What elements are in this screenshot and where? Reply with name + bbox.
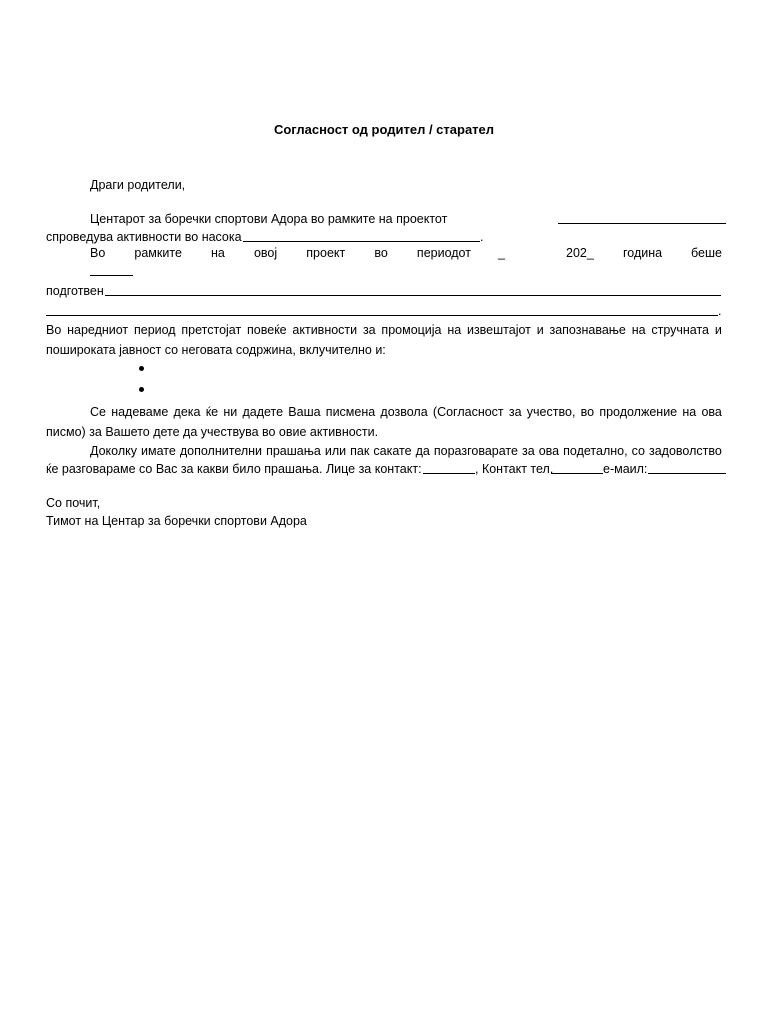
p3-word: и bbox=[714, 323, 722, 337]
p2-word: рамките bbox=[134, 246, 182, 260]
project-name-blank[interactable] bbox=[558, 223, 726, 224]
p5-word: поразговарате bbox=[433, 444, 518, 458]
p2-end-dot: . bbox=[718, 304, 722, 318]
p4-word: продолжение bbox=[599, 405, 678, 419]
p5-word: Доколку bbox=[90, 444, 137, 458]
p3-word: активности bbox=[292, 323, 358, 337]
p1-line2-prefix: спроведува активности во насока bbox=[46, 230, 242, 244]
bullet-point-1 bbox=[139, 366, 144, 371]
p3-word: запознавање bbox=[549, 323, 626, 337]
p4-word: (Согласност bbox=[432, 405, 504, 419]
p3-word: и bbox=[536, 323, 544, 337]
contact-phone-blank[interactable] bbox=[551, 473, 603, 474]
p4-word: во bbox=[580, 405, 595, 419]
p2-word: во bbox=[374, 246, 388, 260]
p4-word: Ваша bbox=[288, 405, 321, 419]
p4-word: Се bbox=[90, 405, 106, 419]
p4-word: надеваме bbox=[111, 405, 169, 419]
period-blank[interactable] bbox=[90, 275, 133, 276]
year-field: 202_ bbox=[566, 246, 594, 260]
p4-word: ова bbox=[701, 405, 722, 419]
p5-word: со bbox=[631, 444, 645, 458]
document-title: Согласност од родител / старател bbox=[273, 122, 495, 137]
p5-word: дополнителни bbox=[179, 444, 263, 458]
p4-word: на bbox=[682, 405, 697, 419]
p3-word: стручната bbox=[651, 323, 710, 337]
p2-word-was: беше bbox=[691, 246, 722, 260]
p4-word: дадете bbox=[242, 405, 284, 419]
p4-word: ни bbox=[223, 405, 238, 419]
contact-email-blank[interactable] bbox=[648, 473, 726, 474]
prepared-blank-continued[interactable] bbox=[46, 315, 718, 316]
direction-blank[interactable] bbox=[243, 241, 480, 242]
p2-prepared: подготвен bbox=[46, 284, 104, 298]
p2-word: периодот bbox=[416, 246, 471, 260]
p1-line2-end: . bbox=[480, 230, 484, 244]
p4-word: за bbox=[508, 405, 522, 419]
p3-word: период bbox=[133, 323, 176, 337]
p3-word: извештајот bbox=[466, 323, 531, 337]
contact-person-blank[interactable] bbox=[423, 473, 475, 474]
p5-word: ова bbox=[538, 444, 560, 458]
p3-word: на bbox=[631, 323, 646, 337]
signature: Тимот на Центар за боречки спортови Адора bbox=[46, 514, 307, 528]
p5-word: да bbox=[415, 444, 430, 458]
p5-word: пак bbox=[350, 444, 370, 458]
p3-word: за bbox=[362, 323, 376, 337]
p4-line1-words bbox=[90, 404, 722, 420]
p3-word: наредниот bbox=[67, 323, 129, 337]
bullet-point-2 bbox=[139, 387, 144, 392]
p5-word: имате bbox=[141, 444, 176, 458]
p3-word: промоција bbox=[381, 323, 442, 337]
p2-word-year: година bbox=[623, 246, 663, 260]
p4-word: ќе bbox=[205, 405, 219, 419]
p5-word: сакате bbox=[373, 444, 412, 458]
p2-word: овој bbox=[253, 246, 278, 260]
p3-word: Во bbox=[46, 323, 62, 337]
p3-word: претстојат bbox=[181, 323, 242, 337]
p5-word: подетално, bbox=[563, 444, 628, 458]
p4-word: дека bbox=[173, 405, 201, 419]
p4-line2: писмо) за Вашето дете да учествува во овие активности. bbox=[46, 425, 379, 439]
greeting: Драги родители, bbox=[90, 178, 186, 192]
p3-word: на bbox=[447, 323, 462, 337]
p2-word: на bbox=[211, 246, 225, 260]
p5-word: или bbox=[324, 444, 347, 458]
p2-word: проект bbox=[306, 246, 346, 260]
period-dash: _ bbox=[498, 246, 505, 260]
p5-line2-phone-label: , Контакт тел. bbox=[475, 462, 554, 476]
p2-word: Во bbox=[90, 246, 106, 260]
p4-word: учество, bbox=[526, 405, 576, 419]
p3-line2: пошироката јавност со неговата содржина, вклучително и: bbox=[46, 343, 386, 357]
p1-line1: Центарот за боречки спортови Адора во рамките на проектот bbox=[90, 212, 448, 226]
p4-word: писмена bbox=[325, 405, 376, 419]
p2-line1-words bbox=[90, 245, 471, 261]
p4-word: дозвола bbox=[380, 405, 428, 419]
p5-line2-email-label: е-маил: bbox=[603, 462, 648, 476]
p5-line2-contact-person-label: ќе разговараме со Вас за какви било прашања. Лице за контакт: bbox=[46, 462, 422, 476]
p3-line1-words bbox=[46, 322, 722, 338]
p5-word: за bbox=[521, 444, 535, 458]
p3-word: повеќе bbox=[247, 323, 287, 337]
p5-word: задоволство bbox=[648, 444, 722, 458]
p5-line1-words bbox=[90, 443, 722, 459]
closing: Со почит, bbox=[46, 496, 101, 510]
p5-word: прашања bbox=[266, 444, 321, 458]
prepared-blank[interactable] bbox=[105, 295, 721, 296]
